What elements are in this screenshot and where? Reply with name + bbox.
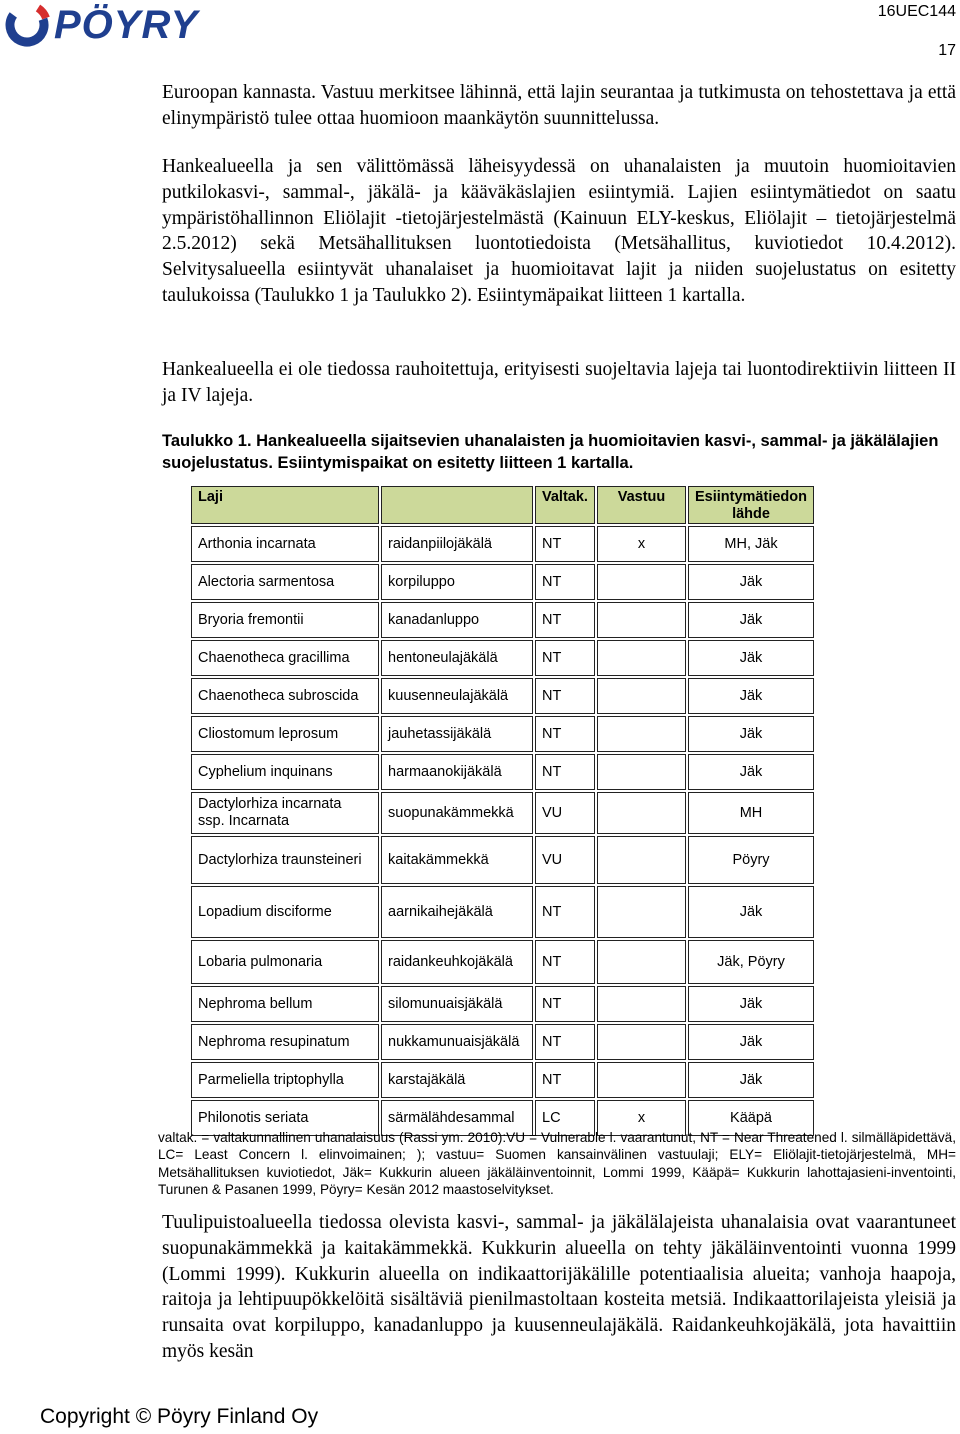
cell-valtak: NT — [535, 602, 595, 638]
cell-lahde: Jäk — [688, 716, 814, 752]
cell-lahde: Pöyry — [688, 836, 814, 884]
cell-laji: Lopadium disciforme — [191, 886, 379, 938]
species-table — [189, 484, 816, 1138]
cell-laji: Parmeliella triptophylla — [191, 1062, 379, 1098]
cell-valtak: NT — [535, 940, 595, 984]
cell-vastuu: x — [597, 1100, 686, 1136]
cell-finnish-name: silomunuaisjäkälä — [381, 986, 533, 1022]
cell-vastuu — [597, 886, 686, 938]
cell-valtak: NT — [535, 526, 595, 562]
table-row — [191, 1062, 814, 1098]
cell-finnish-name: kuusenneulajäkälä — [381, 678, 533, 714]
cell-vastuu — [597, 836, 686, 884]
table-row — [191, 564, 814, 600]
cell-vastuu — [597, 640, 686, 676]
cell-laji: Chaenotheca gracillima — [191, 640, 379, 676]
cell-finnish-name: suopunakämmekkä — [381, 792, 533, 834]
cell-valtak: NT — [535, 640, 595, 676]
cell-vastuu — [597, 602, 686, 638]
paragraph-2: Hankealueella ja sen välittömässä läheisyydessä on uhanalaisten ja muutoin huomioitavien putkilokasvi-, sammal-, jäkälä- ja kääväkäslajien esiintymiä. Lajien esiintymätiedot on saatu ympäristöhallinnon Eliölajit -tietojärjestelmästä (Kainuun ELY-keskus, Eliölajit – tietojärjestelmä 2.5.2012) sekä Metsähallituksen luontotiedoista (Metsähallitus, kuviotiedot 10.4.2012). Selvitysalueella esiintyvät uhanalaiset ja huomioitavat lajit ja niiden suojelustatus on esitetty taulukoissa (Taulukko 1 ja Taulukko 2). Esiintymäpaikat liitteen 1 kartalla. — [162, 156, 956, 306]
cell-valtak: NT — [535, 886, 595, 938]
cell-vastuu — [597, 1024, 686, 1060]
cell-valtak: NT — [535, 678, 595, 714]
table-header-row — [191, 486, 814, 524]
cell-lahde: Jäk, Pöyry — [688, 940, 814, 984]
cell-laji: Bryoria fremontii — [191, 602, 379, 638]
cell-finnish-name: hentoneulajäkälä — [381, 640, 533, 676]
paragraph-1: Euroopan kannasta. Vastuu merkitsee lähinnä, että lajin seurantaa ja tutkimusta on tehostettava ja että elinympäristö tulee ottaa huomioon maankäytön suunnittelussa. — [162, 82, 956, 129]
table-row — [191, 836, 814, 884]
cell-laji: Dactylorhiza traunsteineri — [191, 836, 379, 884]
table-caption: Taulukko 1. Hankealueella sijaitsevien uhanalaisten ja huomioitavien kasvi-, sammal- ja jäkälälajien suojelustatus. Esiintymispaikat on esitetty liitteen 1 kartalla. — [162, 432, 939, 472]
table-row — [191, 754, 814, 790]
cell-laji: Philonotis seriata — [191, 1100, 379, 1136]
cell-lahde: Kääpä — [688, 1100, 814, 1136]
cell-laji: Nephroma bellum — [191, 986, 379, 1022]
logo-text: PÖYRY — [54, 3, 199, 47]
cell-valtak: NT — [535, 1062, 595, 1098]
copyright-footer: Copyright © Pöyry Finland Oy — [40, 1405, 319, 1428]
cell-lahde: Jäk — [688, 986, 814, 1022]
cell-vastuu — [597, 986, 686, 1022]
cell-vastuu — [597, 716, 686, 752]
cell-finnish-name: korpiluppo — [381, 564, 533, 600]
header-lahde: Esiintymätiedon lähde — [688, 486, 814, 524]
cell-valtak: LC — [535, 1100, 595, 1136]
cell-valtak: NT — [535, 986, 595, 1022]
cell-lahde: MH — [688, 792, 814, 834]
table-row — [191, 940, 814, 984]
cell-vastuu — [597, 754, 686, 790]
cell-lahde: Jäk — [688, 1024, 814, 1060]
cell-finnish-name: raidanpiilojäkälä — [381, 526, 533, 562]
cell-lahde: Jäk — [688, 1062, 814, 1098]
cell-laji: Lobaria pulmonaria — [191, 940, 379, 984]
cell-vastuu — [597, 678, 686, 714]
paragraph-final: Tuulipuistoalueella tiedossa olevista kasvi-, sammal- ja jäkälälajeista uhanalaisia ovat vaarantuneet suopunakämmekkä ja kaitakämmekkä. Kukkurin alueella on tehty jäkäläinventointi vuonna 1999 (Lommi 1999). Kukkurin alueella on indikaattorijäkälille potentiaalisia alueita; vanhoja haapoja, raitoja ja lehtipuupökkelöitä sisältäviä pienilmastoltaan kosteita metsiä. Indikaattorilajeista yleisiä ja runsaita ovat korpiluppo, kanadanluppo ja kuusenneulajäkälä. Raidankeuhkojäkälä, jota havaittiin myös kesän — [162, 1212, 956, 1362]
cell-laji: Cliostomum leprosum — [191, 716, 379, 752]
table-row — [191, 986, 814, 1022]
document-id: 16UEC144 — [877, 3, 956, 20]
table-row — [191, 886, 814, 938]
header-valtak: Valtak. — [535, 486, 595, 524]
table-row — [191, 1024, 814, 1060]
cell-finnish-name: jauhetassijäkälä — [381, 716, 533, 752]
cell-laji: Cyphelium inquinans — [191, 754, 379, 790]
cell-lahde: Jäk — [688, 640, 814, 676]
cell-laji: Alectoria sarmentosa — [191, 564, 379, 600]
cell-lahde: Jäk — [688, 564, 814, 600]
cell-finnish-name: nukkamunuaisjäkälä — [381, 1024, 533, 1060]
table-row — [191, 716, 814, 752]
cell-finnish-name: harmaanokijäkälä — [381, 754, 533, 790]
cell-laji: Dactylorhiza incarnata ssp. Incarnata — [191, 792, 379, 834]
species-table-body — [191, 526, 814, 1136]
cell-valtak: NT — [535, 1024, 595, 1060]
cell-finnish-name: karstajäkälä — [381, 1062, 533, 1098]
table-row — [191, 640, 814, 676]
cell-valtak: NT — [535, 754, 595, 790]
cell-vastuu — [597, 940, 686, 984]
cell-finnish-name: aarnikaihejäkälä — [381, 886, 533, 938]
table-row — [191, 678, 814, 714]
cell-vastuu — [597, 1062, 686, 1098]
poyry-logo-icon — [4, 2, 50, 48]
paragraph-3: Hankealueella ei ole tiedossa rauhoitettuja, erityisesti suojeltavia lajeja tai luontodirektiivin liitteen II ja IV lajeja. — [162, 359, 956, 406]
table-row — [191, 526, 814, 562]
cell-laji: Nephroma resupinatum — [191, 1024, 379, 1060]
page-number: 17 — [938, 42, 956, 59]
cell-valtak: VU — [535, 836, 595, 884]
table-row — [191, 602, 814, 638]
cell-valtak: NT — [535, 564, 595, 600]
cell-lahde: MH, Jäk — [688, 526, 814, 562]
cell-lahde: Jäk — [688, 886, 814, 938]
cell-finnish-name: särmälähdesammal — [381, 1100, 533, 1136]
cell-finnish-name: kaitakämmekkä — [381, 836, 533, 884]
cell-finnish-name: raidankeuhkojäkälä — [381, 940, 533, 984]
cell-lahde: Jäk — [688, 602, 814, 638]
header-finnish-name — [381, 486, 533, 524]
cell-vastuu: x — [597, 526, 686, 562]
table-footnote: valtak. = valtakunnallinen uhanalaisuus (Rassi ym. 2010):VU = Vulnerable l. vaarantunut, NT = Near Threatened l. silmälläpidettävä, LC= Least Concern l. elinvoimainen; ); vastuu= Suomen kansainvälinen vastuulaji; ELY= Eliölajit-tietojärjestelmä, MH= Metsähallituksen kuviotiedot, Jäk= Kukkurin alueen jäkäläinventoinnit, Lommi 1999, Kääpä= Kukkurin lahottajasieni-inventointi, Turunen & Pasanen 1999, Pöyry= Kesän 2012 maastoselvitykset. — [158, 1130, 956, 1197]
cell-vastuu — [597, 564, 686, 600]
cell-lahde: Jäk — [688, 678, 814, 714]
cell-finnish-name: kanadanluppo — [381, 602, 533, 638]
cell-laji: Arthonia incarnata — [191, 526, 379, 562]
table-row — [191, 792, 814, 834]
cell-laji: Chaenotheca subroscida — [191, 678, 379, 714]
header-laji: Laji — [191, 486, 379, 524]
cell-vastuu — [597, 792, 686, 834]
cell-lahde: Jäk — [688, 754, 814, 790]
header-vastuu: Vastuu — [597, 486, 686, 524]
poyry-logo — [4, 2, 198, 48]
cell-valtak: NT — [535, 716, 595, 752]
cell-valtak: VU — [535, 792, 595, 834]
